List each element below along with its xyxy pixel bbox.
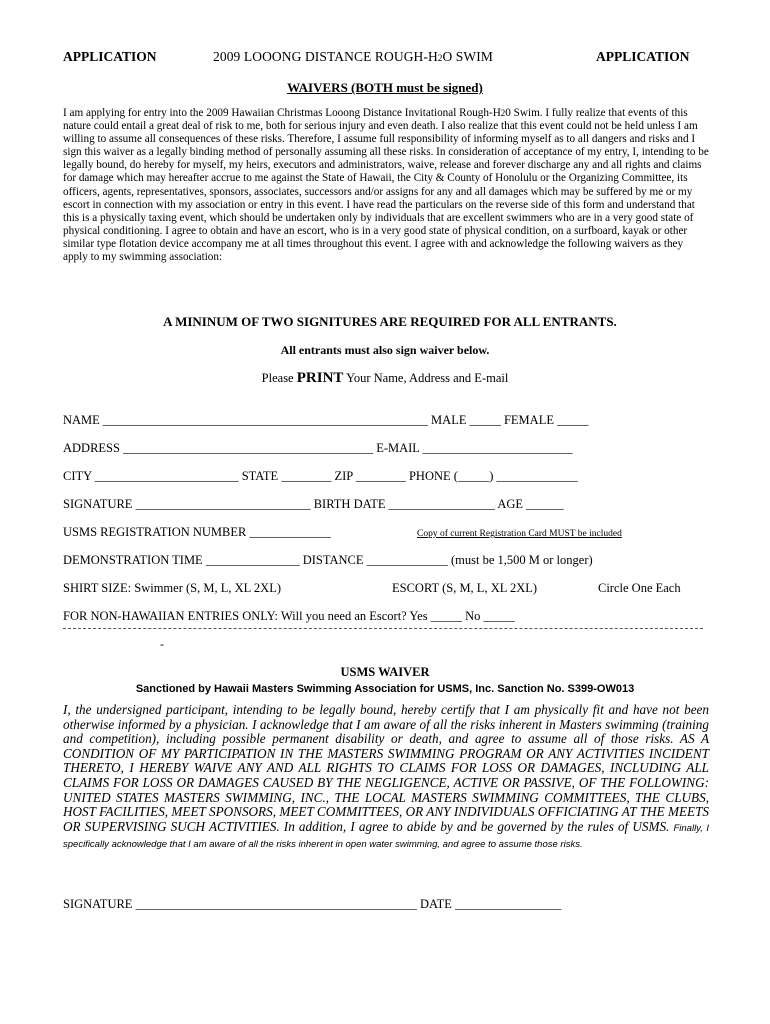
print-instruction-emphasis: PRINT <box>296 370 344 386</box>
section-divider <box>63 628 703 629</box>
print-instruction-pre: Please <box>261 371 297 385</box>
divider-mark: - <box>160 637 164 651</box>
header-event-title-post: O SWIM <box>442 49 493 64</box>
intro-part2: 0 Swim. I fully realize that events of this nature could entail a great deal of risk to me, both for serious injury and even death. I also realize that this event could not be held unless I am willing to assume all consequences of these risks. Therefore, I assume full responsibility of informing myself as to all dangers and risks and I sign this waiver as a legally binding method of personally assuming all these risks. In consideration of acceptance of my entry, I, intending to be legally bound, do hereby for myself, my heirs, executors and administrators, waive, release and forever discharge any and all rights and claims for damage which may hereafter accrue to me against the State of Hawaii, the City & County of Honolulu or the Organizing Committee, its officers, agents, representatives, sponsors, associates, successors and/or assigns for any and all damages which may be suffered by me or my escort in connection with my association or entry in this event. I have read the particulars on the reverse side of this form and understand that this is a physically taxing event, which should be undertaken only by individuals that are excellent swimmers who are in a very good state of physical conditioning. I agree to obtain and have an escort, who is in a very good state of physical condition, on a surfboard, kayak or other similar type flotation device accompany me at all times throughout this event. I agree with and acknowledge the following waivers as they apply to my swimming association: <box>63 107 709 264</box>
usms-waiver-title: USMS WAIVER <box>340 665 430 679</box>
usms-waiver-text <box>63 703 709 853</box>
demonstration-time-row[interactable]: DEMONSTRATION TIME _______________ DISTANCE _____________ (must be 1,500 M or longer) <box>63 553 593 567</box>
usms-waiver-final: Finally, I specifically acknowledge that I am aware of all the risks inherent in open water swimming, and agree to assume those risks. <box>63 822 709 851</box>
header-event-title-pre: 2009 LOOONG DISTANCE ROUGH-H <box>213 49 438 64</box>
usms-registration-row[interactable]: USMS REGISTRATION NUMBER _____________ <box>63 525 331 539</box>
print-instruction-post: Your Name, Address and E-mail <box>343 371 509 385</box>
address-field-row[interactable]: ADDRESS ________________________________________ E-MAIL ________________________ <box>63 441 573 455</box>
header-event-title <box>213 49 493 65</box>
name-field-row[interactable]: NAME ____________________________________________________ MALE _____ FEMALE _____ <box>63 413 589 427</box>
header-left-title: APPLICATION <box>63 49 157 64</box>
sanction-line: Sanctioned by Hawaii Masters Swimming Association for USMS, Inc. Sanction No. S399-OW013 <box>135 683 635 695</box>
shirt-size-option[interactable]: SHIRT SIZE: Swimmer (S, M, L, XL 2XL) <box>63 581 281 595</box>
intro-sub: 2 <box>500 108 506 118</box>
escort-size-option[interactable]: ESCORT (S, M, L, XL 2XL) <box>392 581 538 595</box>
waivers-title: WAIVERS (BOTH must be signed) <box>287 80 483 95</box>
print-instruction <box>0 370 770 387</box>
usms-waiver-body: I, the undersigned participant, intending to be legally bound, hereby certify that I am physically fit and have not been otherwise informed by a physician. I acknowledge that I am aware of all the risks inherent in Masters swimming (training and competition), including possible permanent disability or death, and agree to assume all of those risks. AS A CONDITION OF MY PARTICIPATION IN THE MASTERS SWIMMING PROGRAM OR ANY ACTIVITIES INCIDENT THERETO, I HEREBY WAIVE ANY AND ALL RIGHTS TO CLAIMS FOR LOSS OR DAMAGES, INCLUDING ALL CLAIMS FOR LOSS OR DAMAGES CAUSED BY THE NEGLIGENCE, ACTIVE OR PASSIVE, OF THE FOLLOWING: UNITED STATES MASTERS SWIMMING, INC., THE LOCAL MASTERS SWIMMING COMMITTEES, THE CLUBS, HOST FACILITIES, MEET SPONSORS, MEET COMMITTEES, OR ANY INDIVIDUALS OFFICIATING AT THE MEETS OR SUPERVISING SUCH ACTIVITIES. In addition, I agree to abide by and be governed by the rules of USMS. <box>63 702 709 834</box>
header-event-title-sub: 2 <box>437 53 443 63</box>
circle-one-note: Circle One Each <box>598 581 681 595</box>
non-hawaiian-escort-row[interactable]: FOR NON-HAWAIIAN ENTRIES ONLY: Will you need an Escort? Yes _____ No _____ <box>63 609 515 623</box>
header-right-title: APPLICATION <box>596 49 690 64</box>
intro-part1: I am applying for entry into the 2009 Hawaiian Christmas Looong Distance Invitational Rough-H <box>63 107 501 119</box>
final-signature-row[interactable]: SIGNATURE _____________________________________________ DATE _________________ <box>63 897 562 911</box>
signature-field-row[interactable]: SIGNATURE ____________________________ BIRTH DATE _________________ AGE ______ <box>63 497 564 511</box>
all-entrants-notice: All entrants must also sign waiver below. <box>280 343 490 357</box>
registration-card-note: Copy of current Registration Card MUST be included <box>417 529 622 539</box>
city-field-row[interactable]: CITY _______________________ STATE ________ ZIP ________ PHONE (_____) _____________ <box>63 469 578 483</box>
intro-paragraph <box>63 107 709 264</box>
minimum-signatures-notice: A MININUM OF TWO SIGNITURES ARE REQUIRED FOR ALL ENTRANTS. <box>163 314 617 329</box>
